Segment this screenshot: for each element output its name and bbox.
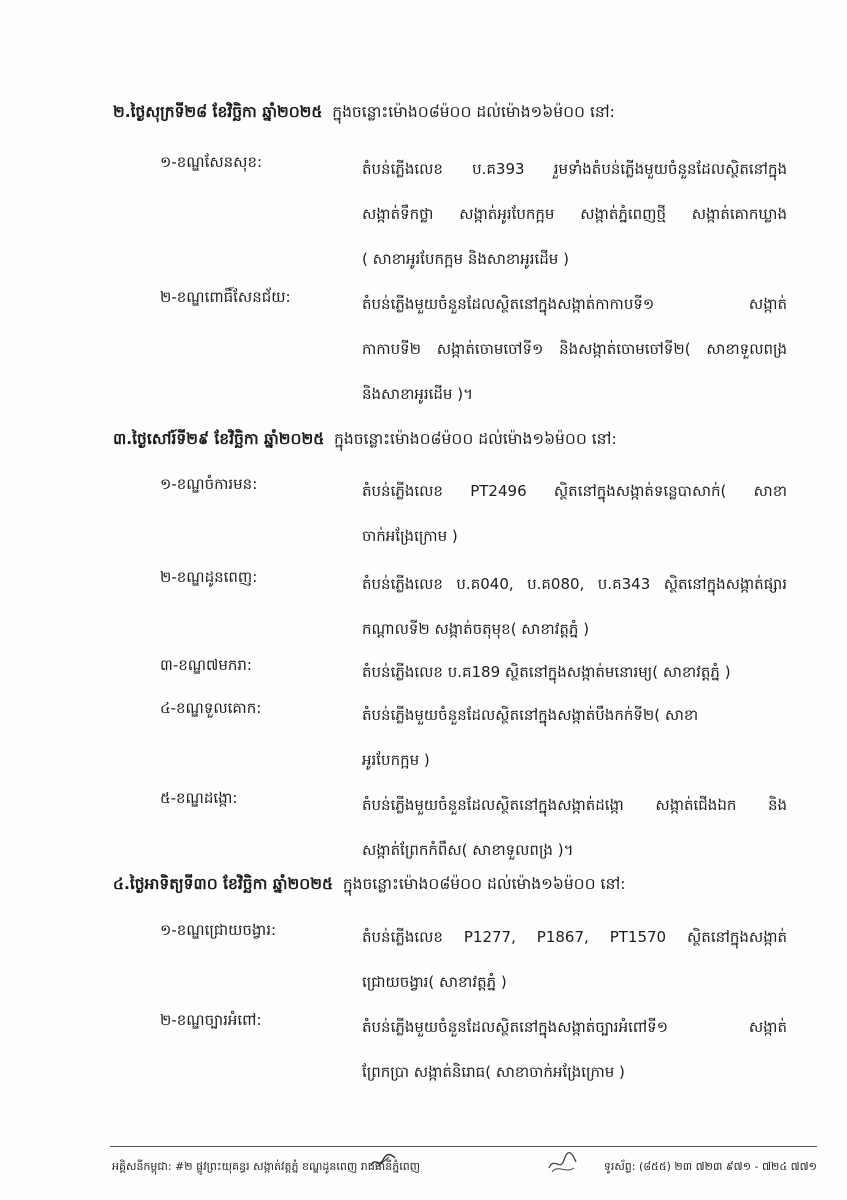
- footer-address: អគ្គិសនីកម្ពុជា: #២ ផ្លូវព្រះយុគន្ធរ សង្កាត់វត្តភ្នំ ខណ្ឌដូនពេញ រាជធានីភ្នំពេញ: [112, 1160, 421, 1173]
- section-time: ក្នុងចន្លោះម៉ោង០៨ម៉០០ ដល់ម៉ោង១៦ម៉០០ នៅ:: [342, 875, 626, 893]
- signature-scribble-icon: [369, 1152, 397, 1170]
- district-label: ១-ខណ្ឌចំការមន:: [160, 475, 258, 493]
- district-label: ១-ខណ្ឌជ្រោយចង្វារ:: [160, 921, 277, 939]
- description-line: ( សាខាអូរបែកក្អម និងសាខាអូរដើម ): [362, 250, 569, 268]
- section-heading: [113, 97, 813, 127]
- district-description: [362, 783, 787, 873]
- description-line: ចាក់អង្រែក្រោម ): [362, 527, 458, 545]
- description-line: តំបន់ភ្លើងលេខ ប.គ189 ស្ថិតនៅក្នុងសង្កាត់មនោរម្យ( សាខាវត្តភ្នំ ): [362, 663, 731, 681]
- section-time: ក្នុងចន្លោះម៉ោង០៨ម៉០០ ដល់ម៉ោង១៦ម៉០០ នៅ:: [334, 430, 617, 448]
- description-line: សង្កាត់ទឹកថ្លា សង្កាត់អូរបែកក្អម សង្កាត់ភ្នំពេញថ្មី សង្កាត់គោកឃ្លាង: [362, 205, 787, 223]
- district-label: ២-ខណ្ឌច្បារអំពៅ:: [160, 1011, 262, 1029]
- description-line: តំបន់ភ្លើងលេខ ប.គ040, ប.គ080, ប.គ343 ស្ថិតនៅក្នុងសង្កាត់ផ្សារ: [362, 575, 787, 593]
- description-line: តំបន់ភ្លើងមួយចំនួនដែលស្ថិតនៅក្នុងសង្កាត់ច្បារអំពៅទី១ សង្កាត់: [362, 1018, 787, 1036]
- description-line: សង្កាត់ព្រែកកំពឹស( សាខាទួលពង្រ )។: [362, 841, 574, 859]
- section-time: ក្នុងចន្លោះម៉ោង០៨ម៉០០ ដល់ម៉ោង១៦ម៉០០ នៅ:: [332, 103, 615, 121]
- district-label: ២-ខណ្ឌដូនពេញ:: [160, 568, 258, 586]
- description-line: តំបន់ភ្លើងមួយចំនួនដែលស្ថិតនៅក្នុងសង្កាត់កាកាបទី១ សង្កាត់: [362, 295, 787, 313]
- description-line: តំបន់ភ្លើងមួយចំនួនដែលស្ថិតនៅក្នុងសង្កាត់ដង្កោ សង្កាត់ជើងឯក និង: [362, 796, 787, 814]
- section-heading: [113, 869, 813, 899]
- district-label: ៥-ខណ្ឌដង្កោ:: [160, 789, 238, 807]
- section-date: ២.ថ្ងៃសុក្រទី២៨ ខែវិច្ឆិកា ឆ្នាំ២០២៥: [113, 103, 323, 121]
- section-date: ៣.ថ្ងៃសៅរ៍ទី២៩ ខែវិច្ឆិកា ឆ្នាំ២០២៥: [113, 430, 325, 448]
- footer-divider: [110, 1146, 817, 1147]
- description-line: និងសាខាអូរដើម )។: [362, 385, 473, 403]
- district-description: [362, 562, 787, 652]
- district-label: ១-ខណ្ឌសែនសុខ:: [160, 153, 263, 171]
- district-description: [362, 282, 787, 417]
- district-description: [362, 1005, 787, 1095]
- district-label: ២-ខណ្ឌពោធិ៍សែនជ័យ:: [160, 288, 291, 306]
- description-line: តំបន់ភ្លើងលេខ P1277, P1867, PT1570 ស្ថិតនៅក្នុងសង្កាត់: [362, 928, 787, 946]
- description-line: អូរបែកក្អម ): [362, 751, 430, 769]
- description-line: ជ្រោយចង្វារ( សាខាវត្តភ្នំ ): [362, 973, 507, 991]
- district-description: [362, 469, 787, 559]
- description-line: កាកាបទី២ សង្កាត់ចោមចៅទី១ និងសង្កាត់ចោមចៅទី២( សាខាទួលពង្រ: [362, 340, 787, 358]
- district-description: [362, 147, 787, 282]
- description-line: តំបន់ភ្លើងមួយចំនួនដែលស្ថិតនៅក្នុងសង្កាត់បឹងកក់ទី២( សាខា: [362, 706, 699, 724]
- district-description: [362, 693, 787, 783]
- footer-phone: ទូរស័ព្ទ: (៨៥៥) ២៣ ៧២៣ ៩៧១ - ៧២៤ ៧៧១: [603, 1160, 817, 1173]
- description-line: តំបន់ភ្លើងលេខ ប.គ393 រួមទាំងតំបន់ភ្លើងមួយចំនួនដែលស្ថិតនៅក្នុង: [362, 160, 787, 178]
- section-date: ៤.ថ្ងៃអាទិត្យទី៣០ ខែវិច្ឆិកា ឆ្នាំ២០២៥: [113, 875, 333, 893]
- description-line: តំបន់ភ្លើងលេខ PT2496 ស្ថិតនៅក្នុងសង្កាត់ទន្លេបាសាក់( សាខា: [362, 482, 787, 500]
- district-label: ៤-ខណ្ឌទួលគោក:: [160, 699, 262, 717]
- description-line: ព្រែកប្រា សង្កាត់និរោធ( សាខាចាក់អង្រែក្រោម ): [362, 1063, 625, 1081]
- district-description: [362, 650, 787, 695]
- description-line: កណ្តាលទី២ សង្កាត់ចតុមុខ( សាខាវត្តភ្នំ ): [362, 620, 590, 638]
- district-label: ៣-ខណ្ឌ៧មករា:: [160, 656, 252, 674]
- section-heading: [113, 424, 813, 454]
- district-description: [362, 915, 787, 1005]
- signature-mark-icon: [546, 1150, 580, 1176]
